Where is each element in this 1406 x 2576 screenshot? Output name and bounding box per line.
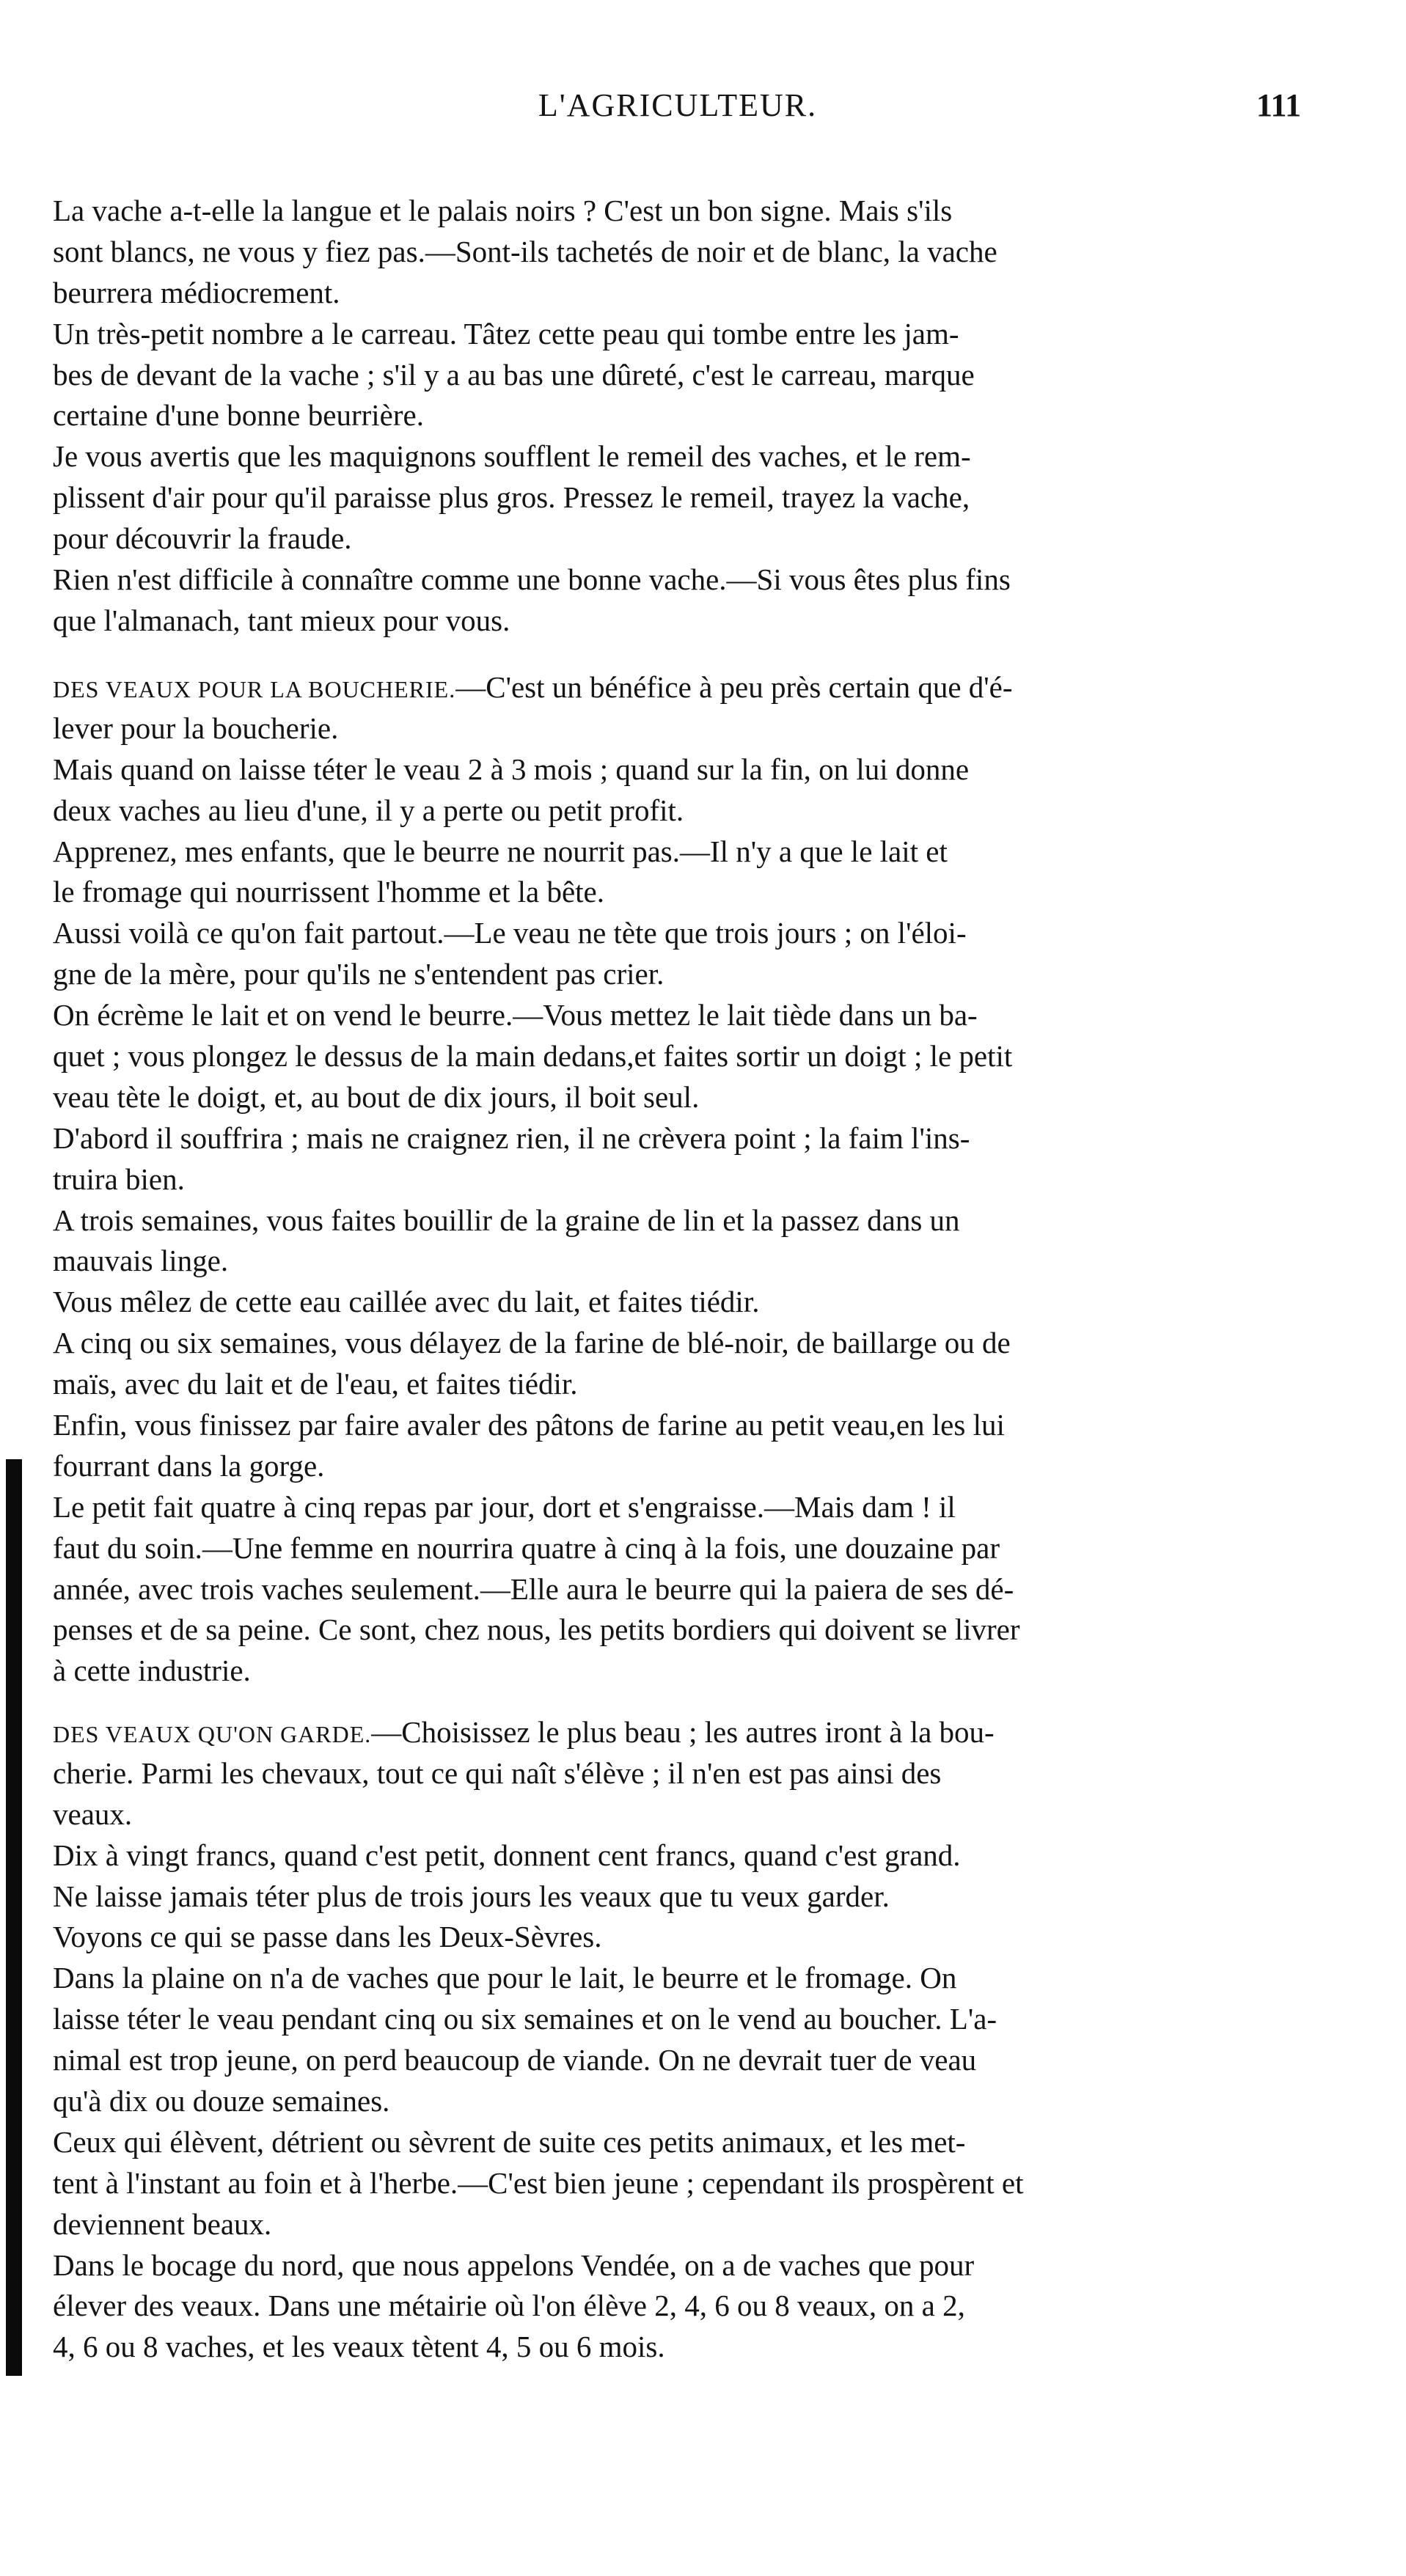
text-line: Enfin, vous finissez par faire avaler des pâtons de farine au petit veau,en les lui: [53, 1408, 1005, 1442]
text-line: Rien n'est difficile à connaître comme une bonne vache.—Si vous êtes plus fins: [53, 562, 1011, 597]
text-line: laisse téter le veau pendant cinq ou six semaines et on le vend au boucher. L'a-: [53, 2002, 997, 2036]
text-line: Apprenez, mes enfants, que le beurre ne nourrit pas.—Il n'y a que le lait et: [53, 834, 948, 868]
text-line: cherie. Parmi les chevaux, tout ce qui naît s'élève ; il n'en est pas ainsi des: [53, 1755, 942, 1790]
text-line: 4, 6 ou 8 vaches, et les veaux tètent 4, 5 ou 6 mois.: [53, 2330, 665, 2364]
text-line: plissent d'air pour qu'il paraisse plus gros. Pressez le remeil, trayez la vache,: [53, 480, 970, 515]
text-line: tent à l'instant au foin et à l'herbe.—C'est bien jeune ; cependant ils prospèrent et: [53, 2165, 1024, 2200]
section-veaux-boucherie: [53, 667, 1308, 1692]
text-line: pour découvrir la fraude.: [53, 521, 352, 556]
section-cow-signs: [53, 191, 1308, 642]
text-line: penses et de sa peine. Ce sont, chez nous, les petits bordiers qui doivent se livrer: [53, 1612, 1020, 1647]
text-line: Ceux qui élèvent, détrient ou sèvrent de suite ces petits animaux, et les met-: [53, 2124, 966, 2159]
text-line: A cinq ou six semaines, vous délayez de la farine de blé-noir, de baillarge ou de: [53, 1326, 1011, 1360]
text-line: Je vous avertis que les maquignons soufflent le remeil des vaches, et le rem-: [53, 439, 971, 474]
text-line: deux vaches au lieu d'une, il y a perte ou petit profit.: [53, 793, 684, 827]
text-line: nimal est trop jeune, on perd beaucoup de viande. On ne devrait tuer de veau: [53, 2043, 977, 2077]
text-line: année, avec trois vaches seulement.—Elle aura le beurre qui la paiera de ses dé-: [53, 1571, 1014, 1606]
text-line: Vous mêlez de cette eau caillée avec du lait, et faites tiédir.: [53, 1285, 760, 1319]
text-line: D'abord il souffrira ; mais ne craignez rien, il ne crèvera point ; la faim l'ins-: [53, 1120, 970, 1155]
text-line: Voyons ce qui se passe dans les Deux-Sèvres.: [53, 1920, 602, 1954]
text-line: La vache a-t-elle la langue et le palais noirs ? C'est un bon signe. Mais s'ils: [53, 194, 953, 227]
text-line: Ne laisse jamais téter plus de trois jours les veaux que tu veux garder.: [53, 1879, 890, 1913]
text-line: beurrera médiocrement.: [53, 275, 340, 309]
text-line: deviennent beaux.: [53, 2206, 272, 2241]
section-heading: DES VEAUX POUR LA BOUCHERIE.: [53, 676, 456, 702]
text-line: A trois semaines, vous faites bouillir de la graine de lin et la passez dans un: [53, 1203, 960, 1237]
text-line: que l'almanach, tant mieux pour vous.: [53, 603, 510, 637]
page-number: 111: [1256, 87, 1301, 123]
text-line: sont blancs, ne vous y fiez pas.—Sont-ils tachetés de noir et de blanc, la vache: [53, 234, 997, 268]
text-line: à cette industrie.: [53, 1654, 251, 1688]
text-line: Le petit fait quatre à cinq repas par jour, dort et s'engraisse.—Mais dam ! il: [53, 1489, 956, 1524]
text-line: Mais quand on laisse téter le veau 2 à 3 mois ; quand sur la fin, on lui donne: [53, 752, 970, 786]
section-heading: DES VEAUX QU'ON GARDE.: [53, 1721, 372, 1747]
text-line: Dans le bocage du nord, que nous appelons Vendée, on a de vaches que pour: [53, 2247, 975, 2282]
text-line: lever pour la boucherie.: [53, 711, 339, 745]
text-line: fourrant dans la gorge.: [53, 1448, 325, 1483]
text-line: quet ; vous plongez le dessus de la main dedans,et faites sortir un doigt ; le petit: [53, 1039, 1013, 1074]
text-line: Dix à vingt francs, quand c'est petit, donnent cent francs, quand c'est grand.: [53, 1838, 961, 1872]
binding-shadow: [6, 1459, 22, 2376]
text-line: veau tète le doigt, et, au bout de dix jours, il boit seul.: [53, 1079, 700, 1114]
text-line: gne de la mère, pour qu'ils ne s'entendent pas crier.: [53, 957, 664, 991]
section-veaux-garde: [53, 1712, 1308, 2368]
section-heading-line: [53, 667, 1308, 708]
section-heading-rest: —Choisissez le plus beau ; les autres iront à la bou-: [371, 1715, 995, 1749]
text-line: qu'à dix ou douze semaines.: [53, 2084, 390, 2118]
text-line: mauvais linge.: [53, 1244, 229, 1278]
section-heading-line: [53, 1712, 1308, 1753]
page-header: [54, 87, 1301, 145]
text-line: veaux.: [53, 1797, 133, 1831]
text-line: élever des veaux. Dans une métairie où l'on élève 2, 4, 6 ou 8 veaux, on a 2,: [53, 2289, 965, 2323]
text-line: truira bien.: [53, 1162, 185, 1196]
section-heading-rest: —C'est un bénéfice à peu près certain que d'é-: [455, 670, 1013, 704]
text-line: certaine d'une bonne beurrière.: [53, 398, 424, 433]
text-line: Un très-petit nombre a le carreau. Tâtez cette peau qui tombe entre les jam-: [53, 316, 959, 351]
running-title: L'AGRICULTEUR.: [538, 87, 818, 123]
text-line: Aussi voilà ce qu'on fait partout.—Le veau ne tète que trois jours ; on l'éloi-: [53, 916, 967, 950]
text-line: Dans la plaine on n'a de vaches que pour le lait, le beurre et le fromage. On: [53, 1961, 957, 1995]
text-line: le fromage qui nourrissent l'homme et la bête.: [53, 875, 604, 909]
text-line: bes de devant de la vache ; s'il y a au bas une dûreté, c'est le carreau, marque: [53, 357, 975, 392]
text-line: On écrème le lait et on vend le beurre.—Vous mettez le lait tiède dans un ba-: [53, 998, 978, 1032]
text-line: maïs, avec du lait et de l'eau, et faites tiédir.: [53, 1367, 578, 1401]
text-line: faut du soin.—Une femme en nourrira quatre à cinq à la fois, une douzaine par: [53, 1530, 1000, 1565]
